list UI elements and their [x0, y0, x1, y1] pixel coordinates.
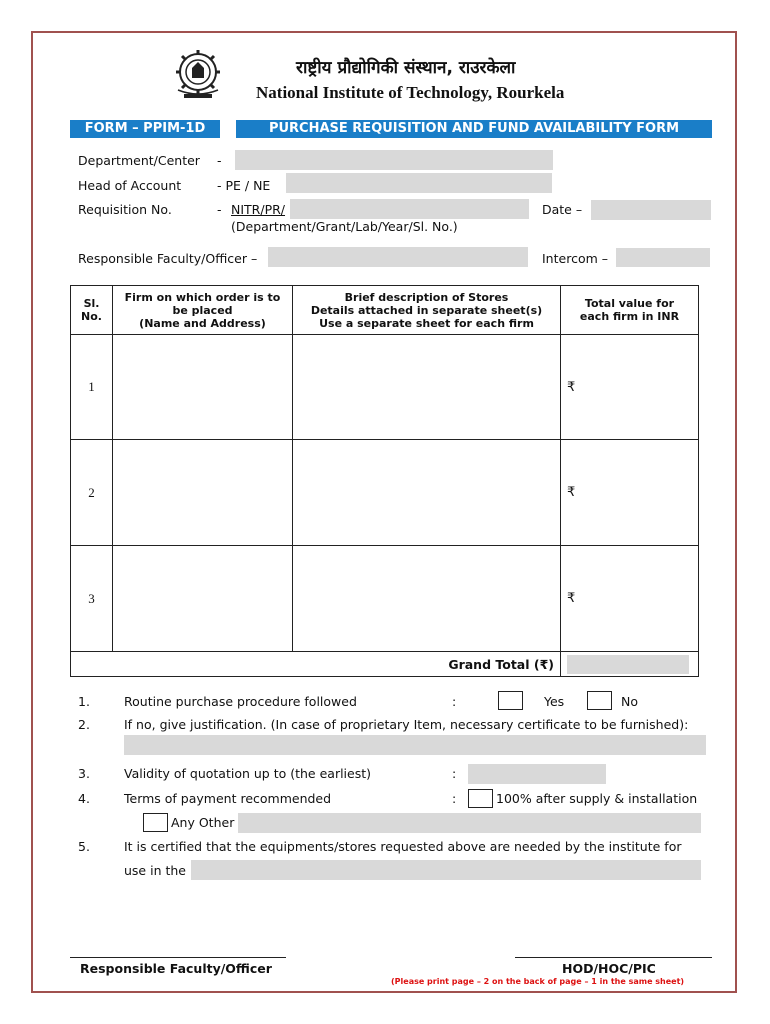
hindi-institute-name: राष्ट्रीय प्रौद्योगिकी संस्थान, राउरकेला: [296, 58, 516, 78]
institute-seal-icon: [162, 46, 234, 102]
faculty-signature-label: Responsible Faculty/Officer: [80, 961, 272, 976]
grand-total-input[interactable]: [567, 655, 689, 674]
col-firm-l3: (Name and Address): [139, 316, 266, 330]
requisition-prefix: NITR/PR/: [231, 202, 286, 217]
grand-total-label: Grand Total (₹): [71, 652, 561, 677]
item2-text: If no, give justification. (In case of proprietary Item, necessary certificate to be furnished):: [124, 717, 689, 732]
item3-colon: :: [452, 766, 457, 781]
item1-colon: :: [452, 694, 457, 709]
item5-text-2: use in the: [124, 863, 186, 878]
date-input[interactable]: [591, 200, 711, 220]
head-of-account-sep: - PE / NE: [217, 178, 271, 193]
item5-number: 5.: [78, 839, 90, 854]
intercom-label: Intercom –: [542, 251, 608, 266]
table-header-row: [71, 286, 699, 335]
col-desc-l3: Use a separate sheet for each firm: [319, 316, 534, 330]
full-payment-label: 100% after supply & installation: [496, 791, 698, 806]
description-cell[interactable]: [293, 546, 561, 652]
requisition-input[interactable]: [290, 199, 529, 219]
col-total-l2: each firm in INR: [579, 310, 680, 323]
firm-cell[interactable]: [113, 546, 293, 652]
requisition-sep: -: [217, 202, 222, 217]
requisition-hint: (Department/Grant/Lab/Year/Sl. No.): [231, 219, 458, 234]
validity-input[interactable]: [468, 764, 606, 784]
item1-text: Routine purchase procedure followed: [124, 694, 357, 709]
hod-signature-label: HOD/HOC/PIC: [562, 961, 656, 976]
row-number: 2: [71, 440, 113, 546]
justification-input[interactable]: [124, 735, 706, 755]
col-firm-l1: Firm on which order is to: [124, 290, 281, 304]
table-row: [71, 546, 699, 652]
col-total-header: [561, 286, 699, 335]
rupee-cell[interactable]: ₹: [561, 335, 699, 440]
no-checkbox[interactable]: [587, 691, 612, 710]
hod-signature-line: [515, 957, 712, 958]
department-label: Department/Center: [78, 153, 200, 168]
item4-colon: :: [452, 791, 457, 806]
row-number: 1: [71, 335, 113, 440]
item3-number: 3.: [78, 766, 90, 781]
rupee-cell[interactable]: ₹: [561, 546, 699, 652]
items-table: [70, 285, 699, 677]
head-of-account-label: Head of Account: [78, 178, 182, 193]
col-desc-header: [293, 286, 561, 335]
col-firm-l2: be placed: [172, 303, 233, 317]
grand-total-row: [71, 652, 699, 677]
grand-total-cell: [561, 652, 699, 677]
rupee-cell[interactable]: ₹: [561, 440, 699, 546]
department-input[interactable]: [235, 150, 553, 170]
date-label: Date –: [542, 202, 583, 217]
col-desc-l2: Details attached in separate sheet(s): [310, 303, 543, 317]
full-payment-checkbox[interactable]: [468, 789, 493, 808]
description-cell[interactable]: [293, 335, 561, 440]
firm-cell[interactable]: [113, 335, 293, 440]
english-institute-name: National Institute of Technology, Rourkela: [256, 83, 565, 102]
intercom-input[interactable]: [616, 248, 710, 267]
requisition-label: Requisition No.: [78, 202, 172, 217]
yes-checkbox[interactable]: [498, 691, 523, 710]
any-other-input[interactable]: [238, 813, 701, 833]
description-cell[interactable]: [293, 440, 561, 546]
print-note: (Please print page – 2 on the back of page – 1 in the same sheet): [391, 977, 685, 986]
department-sep: -: [217, 153, 222, 168]
faculty-label: Responsible Faculty/Officer –: [78, 251, 258, 266]
firm-cell[interactable]: [113, 440, 293, 546]
head-of-account-input[interactable]: [286, 173, 552, 193]
form-title-badge: PURCHASE REQUISITION AND FUND AVAILABILITY FORM: [236, 120, 712, 138]
item5-text: It is certified that the equipments/stores requested above are needed by the institute for: [124, 839, 682, 854]
table-row: [71, 440, 699, 546]
yes-label: Yes: [544, 694, 565, 709]
col-total-l1: Total value for: [584, 297, 675, 310]
no-label: No: [621, 694, 638, 709]
table-row: [71, 335, 699, 440]
item2-number: 2.: [78, 717, 90, 732]
form-code-badge: FORM – PPIM-1D: [70, 120, 220, 138]
item1-number: 1.: [78, 694, 90, 709]
col-firm-header: [113, 286, 293, 335]
row-number: 3: [71, 546, 113, 652]
col-desc-l1: Brief description of Stores: [344, 290, 509, 304]
item4-text: Terms of payment recommended: [124, 791, 332, 806]
faculty-signature-line: [70, 957, 286, 958]
col-sl-header: Sl. No.: [71, 286, 113, 335]
item3-text: Validity of quotation up to (the earliest): [124, 766, 372, 781]
any-other-label: Any Other: [171, 815, 235, 830]
use-in-input[interactable]: [191, 860, 701, 880]
item4-number: 4.: [78, 791, 90, 806]
faculty-input[interactable]: [268, 247, 528, 267]
any-other-checkbox[interactable]: [143, 813, 168, 832]
